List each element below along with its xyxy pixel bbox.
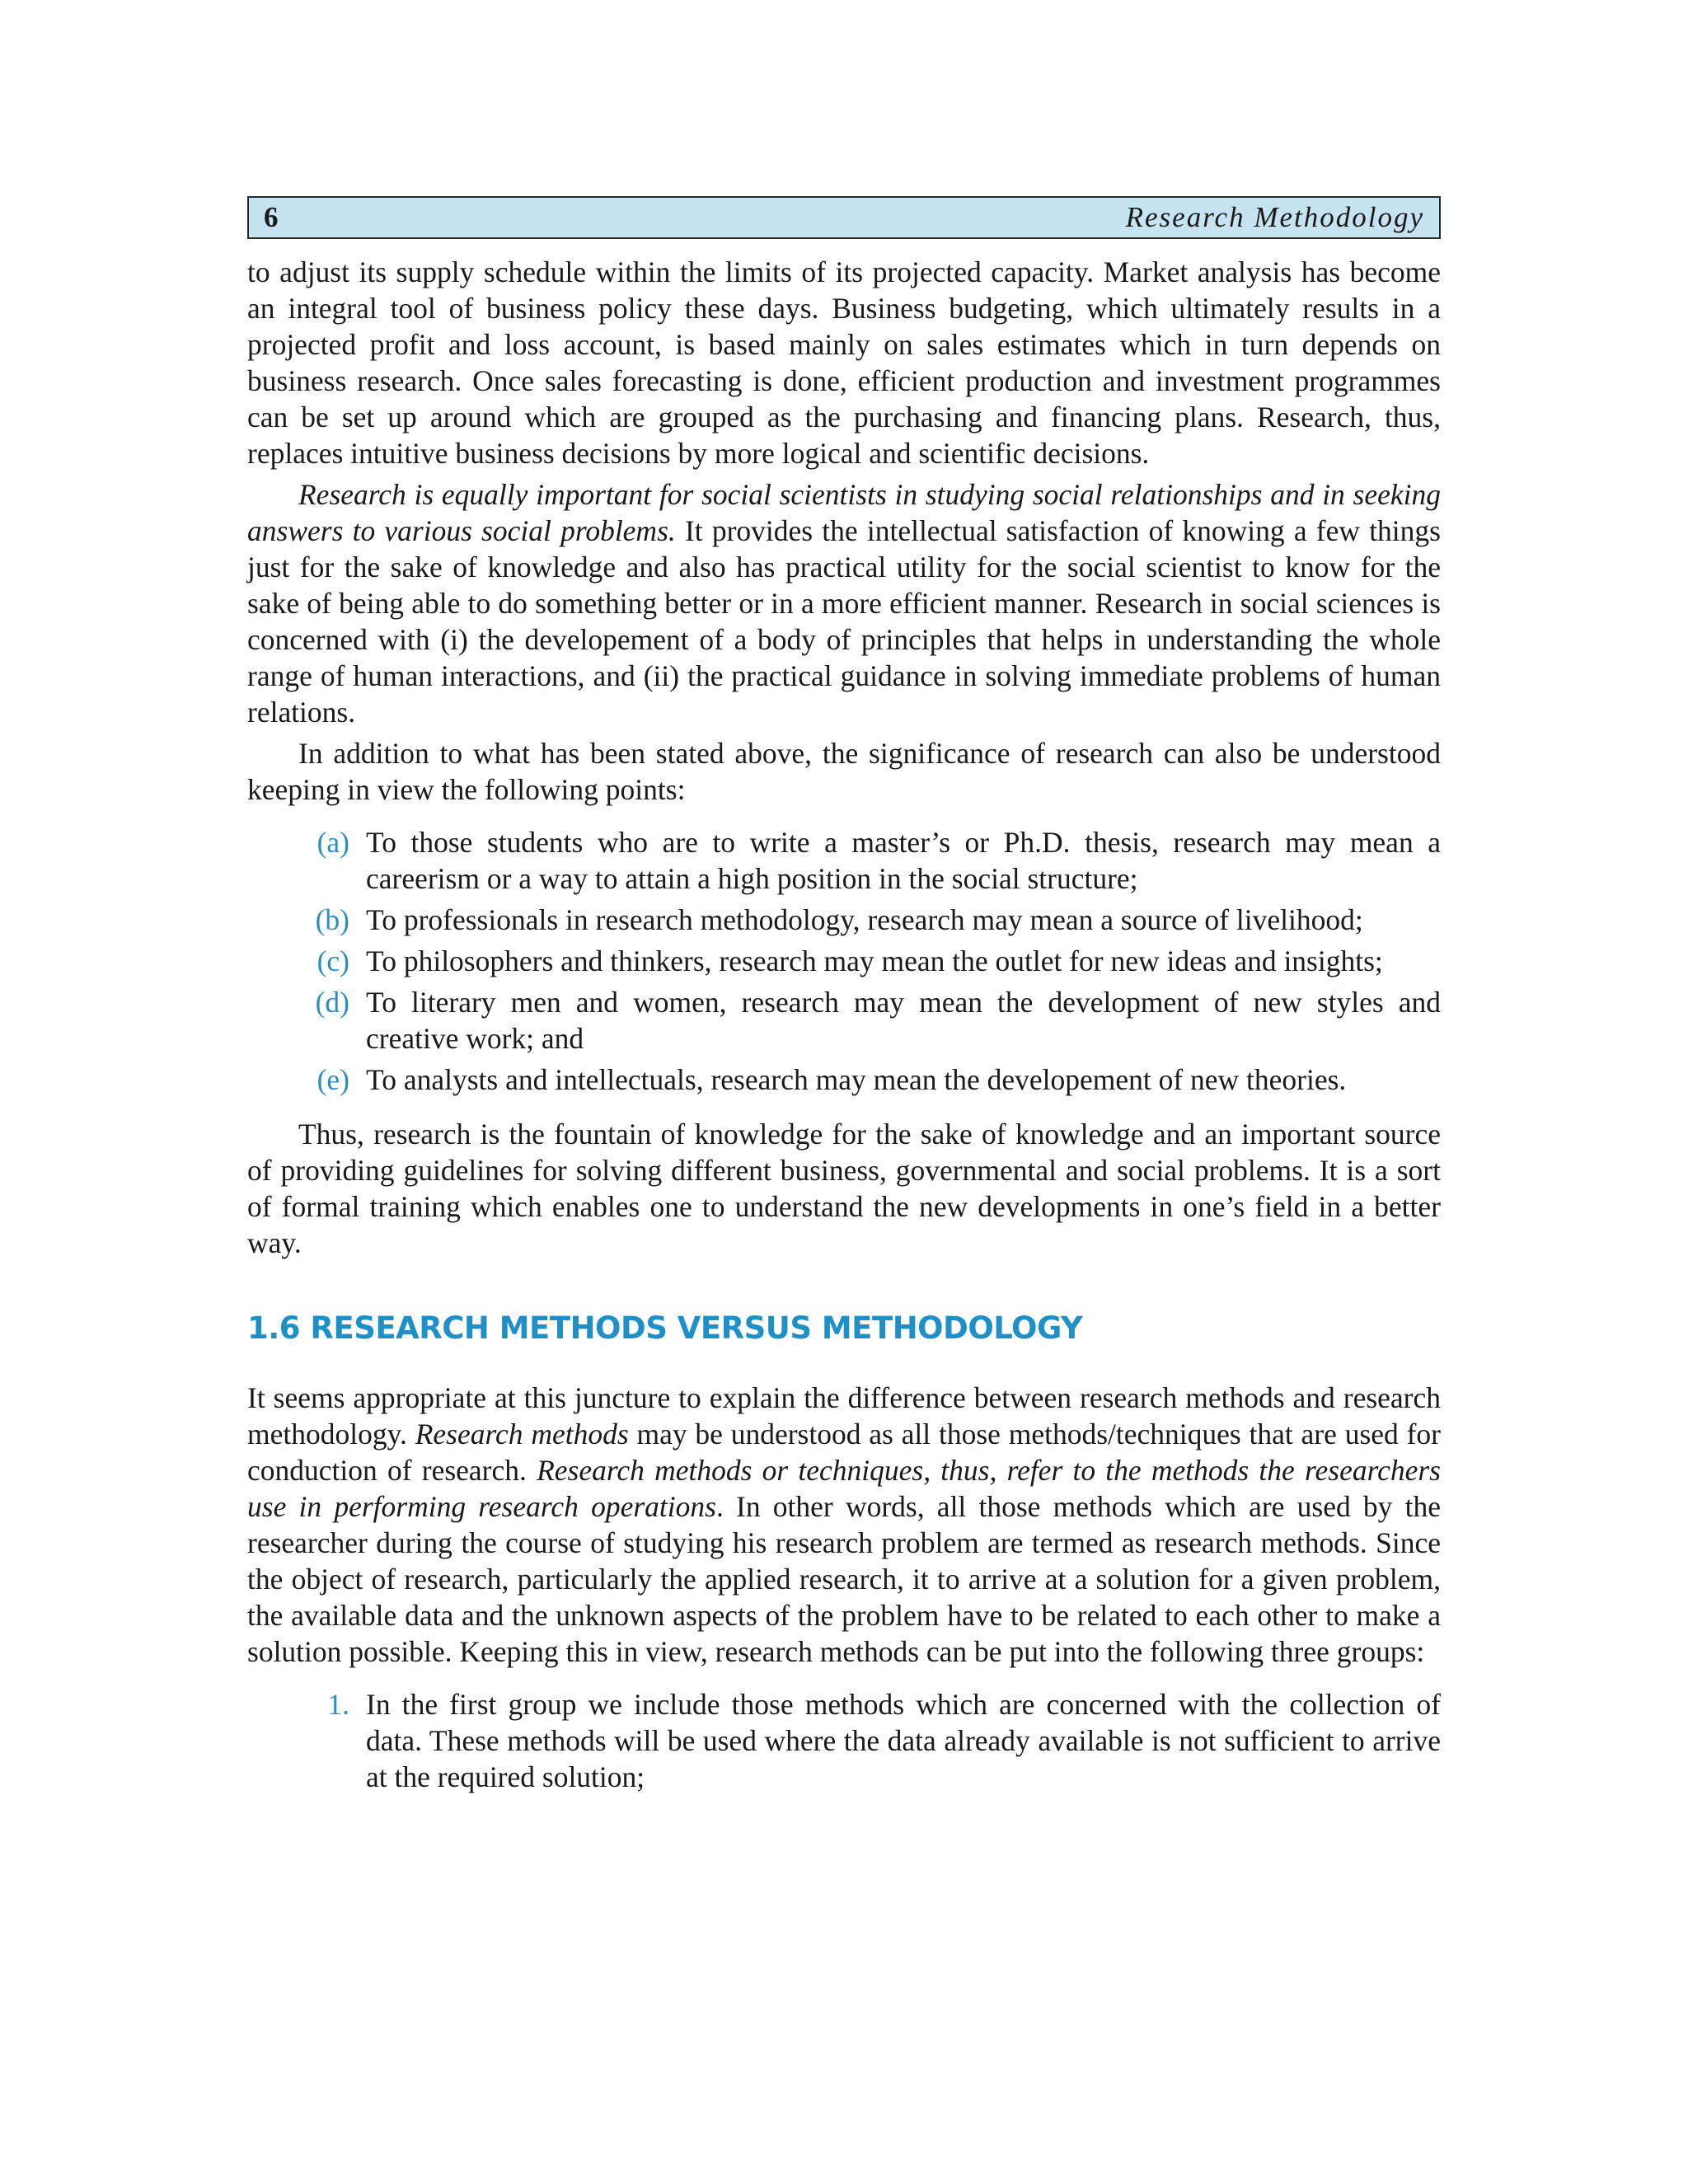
paragraph-text: may be understood as all those methods/techniques that are used for conduction of research. xyxy=(247,1418,1441,1487)
list-marker: (b) xyxy=(315,903,349,936)
paragraph-significance: In addition to what has been stated above, the significance of research can also be understood keeping in view the following points: xyxy=(247,737,1441,806)
groups-list xyxy=(247,1686,1441,1795)
list-marker: (e) xyxy=(316,1063,349,1096)
list-marker: (a) xyxy=(316,826,349,859)
paragraph-social-scientists xyxy=(247,476,1441,730)
book-title: Research Methodology xyxy=(1125,201,1424,233)
paragraph-methods xyxy=(247,1380,1441,1670)
list-item xyxy=(247,1062,1441,1098)
list-item xyxy=(247,984,1441,1057)
list-item-text: To analysts and intellectuals, research may mean the developement of new theories. xyxy=(366,1063,1347,1096)
list-item-text: To philosophers and thinkers, research may mean the outlet for new ideas and insights; xyxy=(366,944,1383,977)
list-item xyxy=(247,902,1441,938)
emphasis-text: Research methods xyxy=(415,1418,629,1451)
list-item xyxy=(247,824,1441,897)
paragraph-conclusion: Thus, research is the fountain of knowledge for the sake of knowledge and an important source of providing guidelines for solving different business, governmental and social problems. It is a sort of formal training which enables one to understand the new developments in one’s field in a better way. xyxy=(247,1118,1441,1259)
list-marker: (c) xyxy=(316,944,349,977)
significance-list xyxy=(247,824,1441,1098)
body-text xyxy=(247,254,1441,1795)
running-head xyxy=(247,196,1441,239)
paragraph-continued: to adjust its supply schedule within the limits of its projected capacity. Market analysis has become an integral tool of business policy these days. Business budgeting, which ultimately results in a projected profit and loss account, is based mainly on sales estimates which in turn depends on business research. Once sales forecasting is done, efficient production and investment programmes can be set up around which are grouped as the purchasing and financing plans. Research, thus, replaces intuitive business decisions by more logical and scientific decisions. xyxy=(247,255,1441,470)
list-item-text: In the first group we include those methods which are concerned with the collection of data. These methods will be used where the data already available is not sufficient to arrive at the required solution; xyxy=(366,1688,1441,1793)
list-item xyxy=(247,1686,1441,1795)
paragraph-text: It seems appropriate at this juncture to explain the difference between research methods and research methodology. xyxy=(247,1381,1441,1451)
list-marker: 1. xyxy=(327,1688,349,1721)
emphasis-text: Research methods or techniques, thus, refer to the methods the researchers use in performing research operations xyxy=(247,1454,1441,1523)
list-item-text: To literary men and women, research may mean the development of new styles and creative work; and xyxy=(366,986,1441,1055)
list-item-text: To professionals in research methodology, research may mean a source of livelihood; xyxy=(366,903,1363,936)
paragraph-text: . In other words, all those methods which are used by the researcher during the course of studying his research problem are termed as research methods. Since the object of research, particularly the applied research, it to arrive at a solution for a given problem, the available data and the unknown aspects of the problem have to be related to each other to make a solution possible. Keeping this in view, research methods can be put into the following three groups: xyxy=(247,1490,1441,1668)
section-heading: 1.6 RESEARCH METHODS VERSUS METHODOLOGY xyxy=(247,1310,1083,1346)
list-item xyxy=(247,943,1441,979)
list-item-text: To those students who are to write a master’s or Ph.D. thesis, research may mean a careerism or a way to attain a high position in the social structure; xyxy=(366,826,1441,895)
paragraph-text: It provides the intellectual satisfaction of knowing a few things just for the sake of knowledge and also has practical utility for the social scientist to know for the sake of being able to do something better or in a more efficient manner. Research in social sciences is concerned with (i) the developement of a body of principles that helps in understanding the whole range of human interactions, and (ii) the practical guidance in solving immediate problems of human relations. xyxy=(247,514,1441,729)
page-number: 6 xyxy=(264,201,279,233)
emphasis-text: Research is equally important for social scientists in studying social relationships and in seeking answers to various social problems. xyxy=(247,478,1441,547)
list-marker: (d) xyxy=(315,986,349,1019)
page xyxy=(247,196,1441,1813)
